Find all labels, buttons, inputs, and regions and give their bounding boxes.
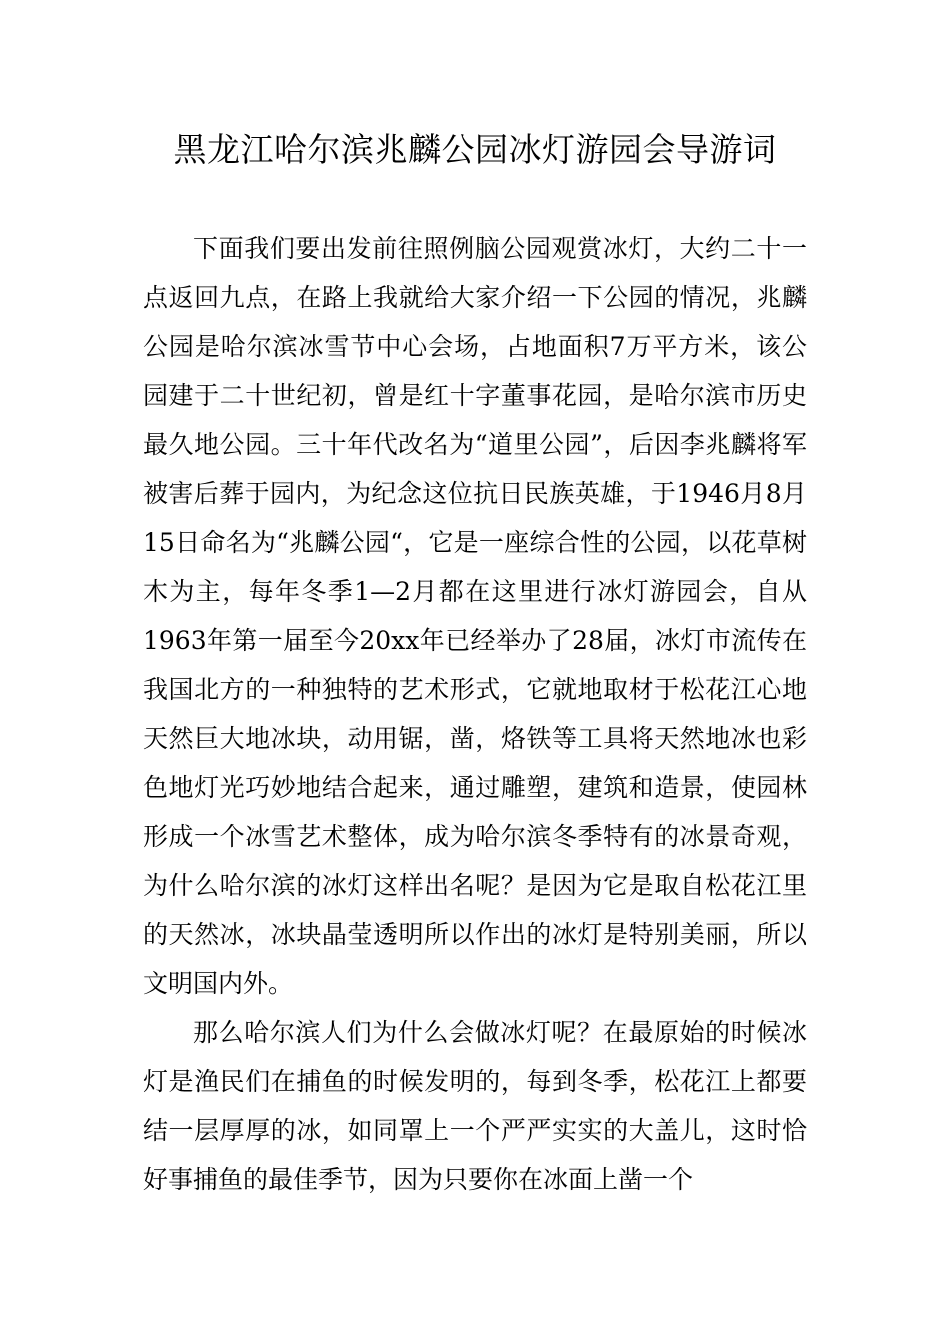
document-title: 黑龙江哈尔滨兆麟公园冰灯游园会导游词 — [173, 130, 777, 169]
paragraph-2: 那么哈尔滨人们为什么会做冰灯呢？在最原始的时候冰灯是渔民们在捕鱼的时候发明的，每到冬季，松花江上都要结一层厚厚的冰，如同罩上一个严严实实的大盖儿，这时恰好事捕鱼的最佳季节，因为只要你在冰面上凿一个 — [143, 1018, 807, 1194]
paragraph-1: 下面我们要出发前往照例脑公园观赏冰灯，大约二十一点返回九点，在路上我就给大家介绍一下公园的情况，兆麟公园是哈尔滨冰雪节中心会场，占地面积7万平方米，该公园建于二十世纪初，曾是红十字董事花园，是哈尔滨市历史最久地公园。三十年代改名为“道里公园”，后因李兆麟将军被害后葬于园内，为纪念这位抗日民族英雄，于1946月8月15日命名为“兆麟公园“，它是一座综合性的公园，以花草树木为主，每年冬季1—2月都在这里进行冰灯游园会，自从1963年第一届至今20xx年已经举办了28届，冰灯市流传在我国北方的一种独特的艺术形式，它就地取材于松花江心地天然巨大地冰块，动用锯，凿，烙铁等工具将天然地冰也彩色地灯光巧妙地结合起来，通过雕塑，建筑和造景，使园林形成一个冰雪艺术整体，成为哈尔滨冬季特有的冰景奇观，为什么哈尔滨的冰灯这样出名呢？是因为它是取自松花江里的天然冰，冰块晶莹透明所以作出的冰灯是特别美丽，所以文明国内外。 — [143, 234, 807, 998]
document-body — [143, 224, 807, 1204]
